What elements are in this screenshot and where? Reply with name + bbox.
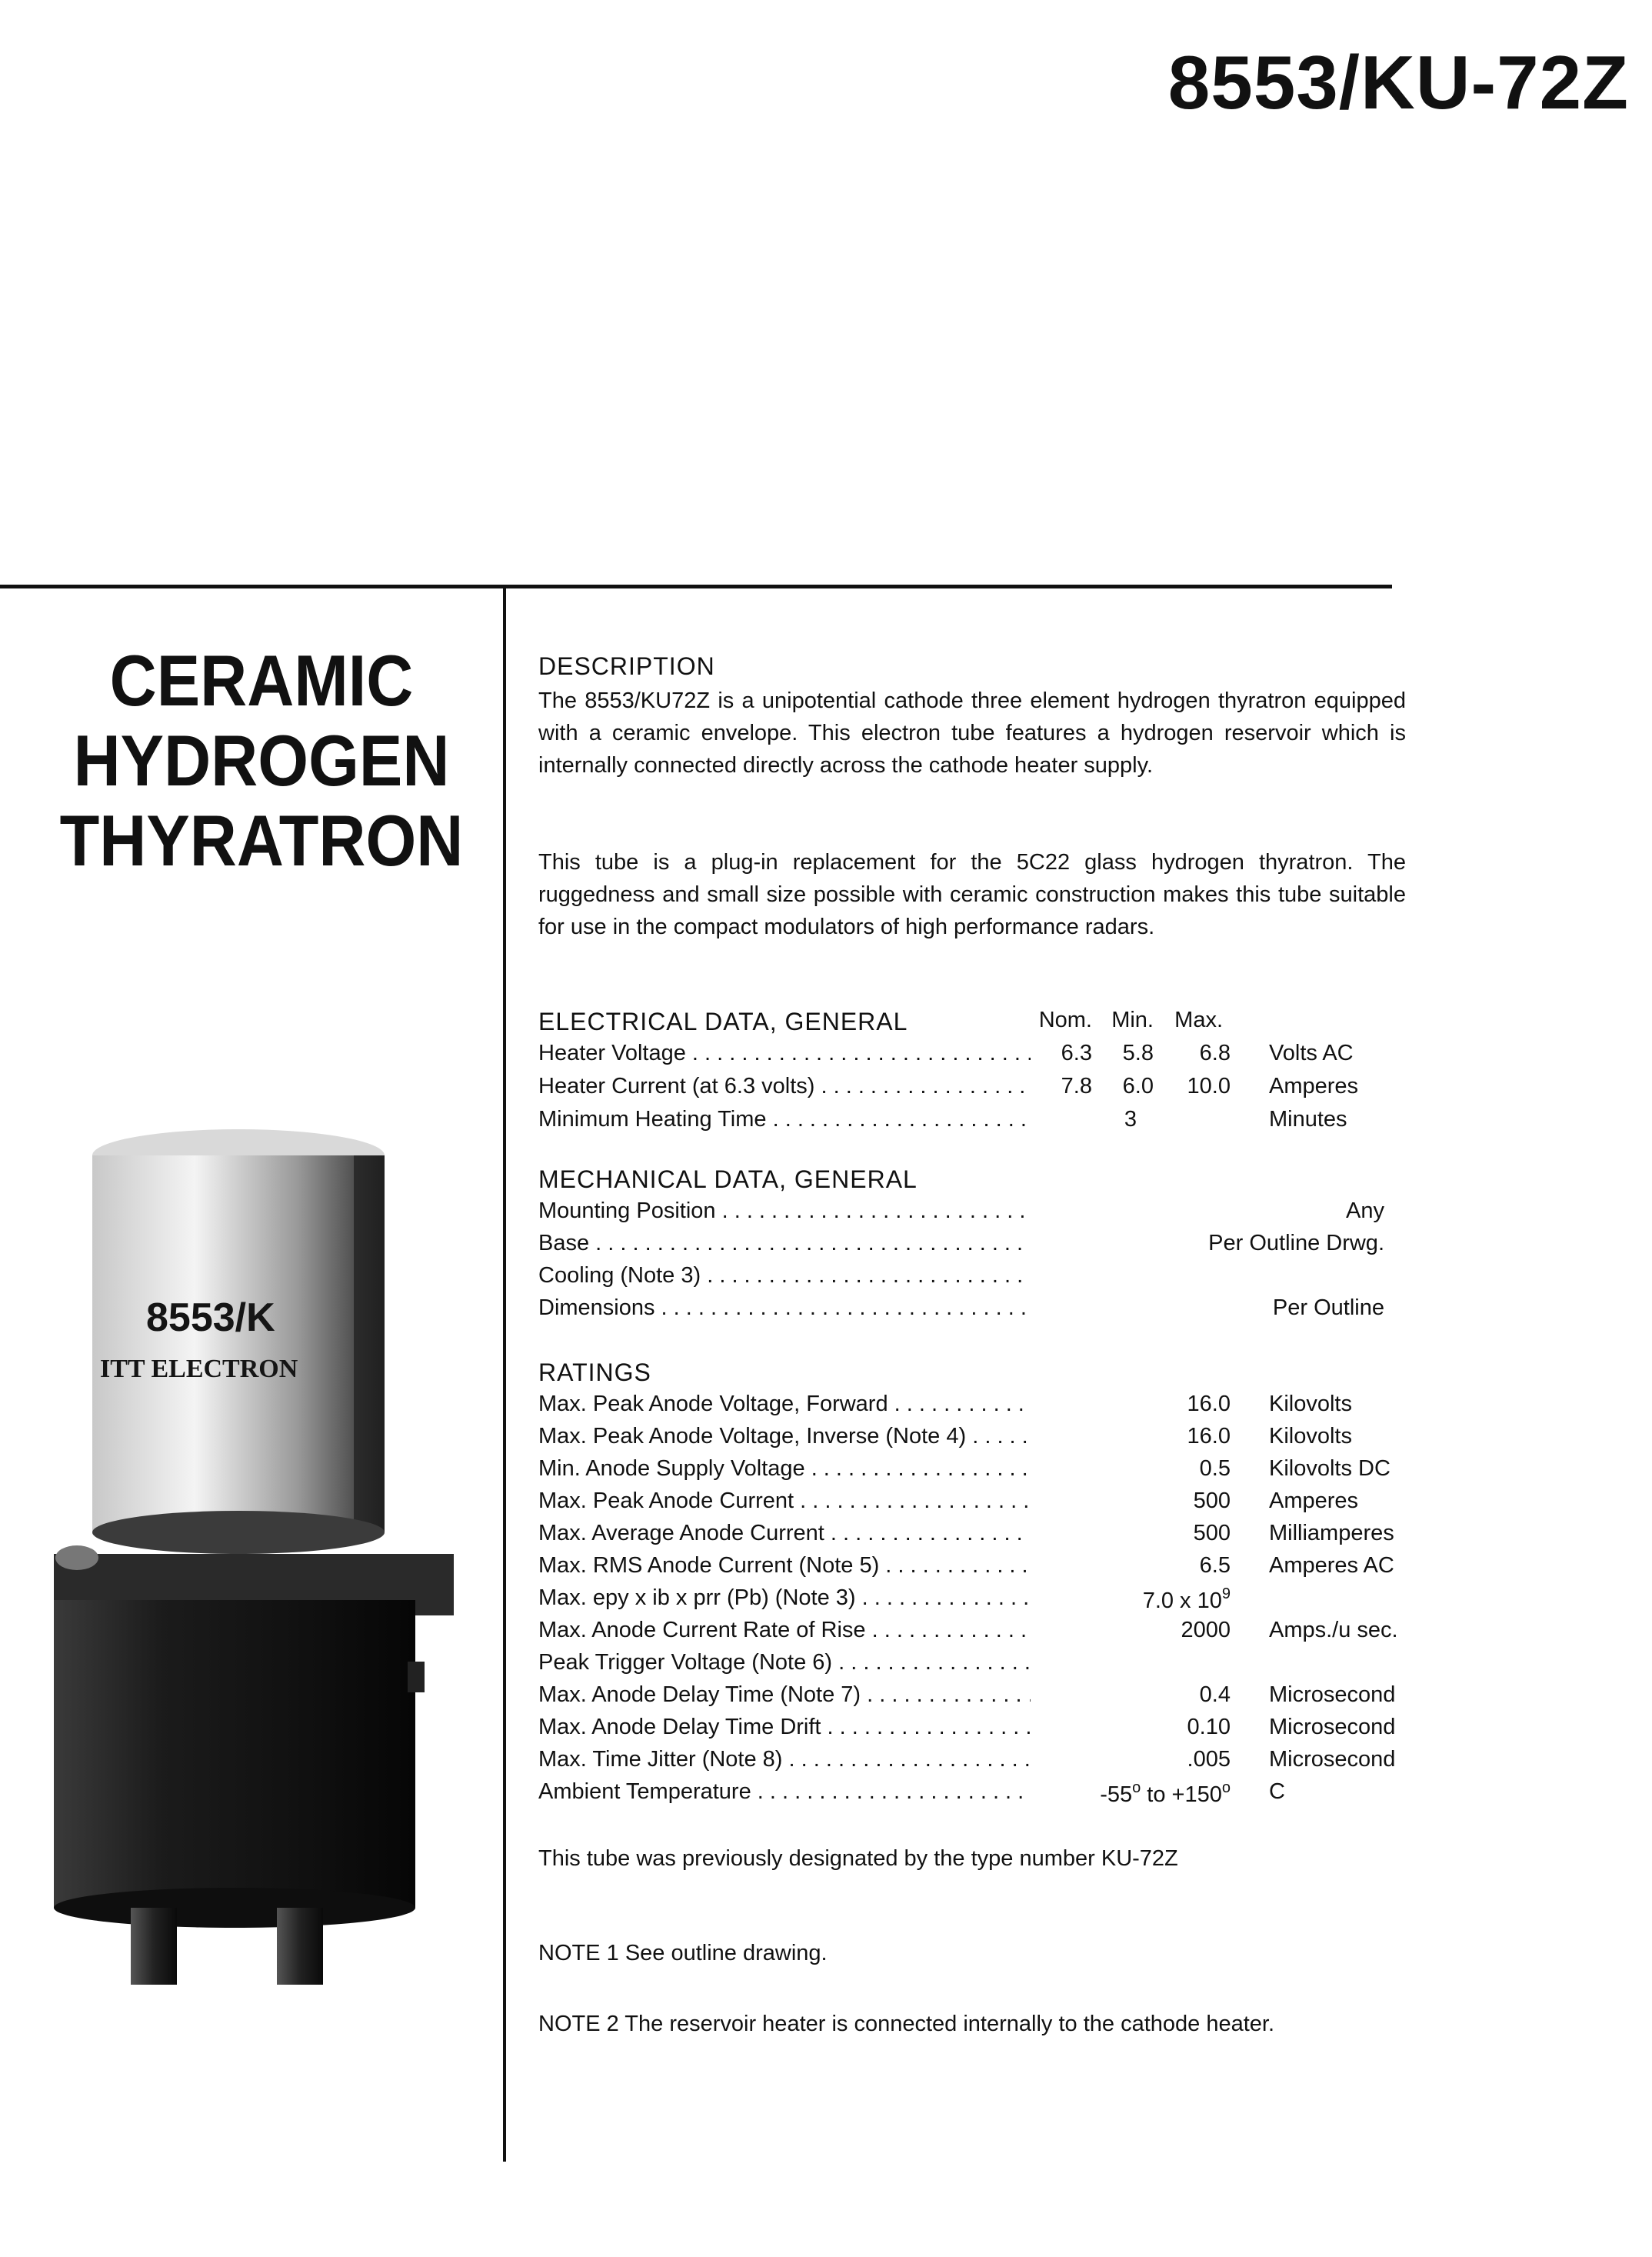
mechanical-row: [538, 1231, 1431, 1263]
rating-row: [538, 1715, 1431, 1747]
rating-unit: Amperes: [1269, 1489, 1359, 1513]
mechanical-row: [538, 1199, 1431, 1231]
max-value: 6.8: [1199, 1041, 1231, 1065]
electrical-label: Minimum Heating Time . . .: [538, 1107, 1031, 1132]
heading-line-3: THYRATRON: [59, 800, 464, 881]
mechanical-label: Cooling (Note 3) . . .: [538, 1263, 1031, 1289]
description-paragraph-1: The 8553/KU72Z is a unipotential cathode three element hydrogen thyratron equipped with a ceramic envelope. This electron tube features a hydrogen reservoir which is internally connected directly across the cathode heater supply.: [538, 688, 1406, 778]
rating-value: 2000: [1181, 1618, 1231, 1642]
rating-unit: Kilovolts DC: [1269, 1456, 1391, 1481]
electrical-label: Heater Voltage . . .: [538, 1041, 1031, 1066]
electrical-row: [538, 1107, 1431, 1139]
rating-value: 6.5: [1199, 1553, 1231, 1578]
nom-value: 7.8: [1061, 1074, 1092, 1098]
rating-row: [538, 1747, 1431, 1779]
mechanical-value: Per Outline Drwg.: [1208, 1231, 1384, 1255]
rating-row: [538, 1553, 1431, 1585]
rating-label: Max. Anode Delay Time Drift . . .: [538, 1715, 1031, 1740]
unit: Minutes: [1269, 1107, 1347, 1132]
mechanical-title: MECHANICAL DATA, GENERAL: [538, 1165, 918, 1193]
tube-print-model: 8553/K: [146, 1295, 275, 1340]
ratings-title: RATINGS: [538, 1359, 651, 1386]
unit: Volts AC: [1269, 1041, 1354, 1065]
rating-row: [538, 1521, 1431, 1553]
rating-row: [538, 1618, 1431, 1650]
rating-label: Ambient Temperature . . .: [538, 1779, 1031, 1805]
rating-value: 0.10: [1187, 1715, 1231, 1739]
rating-unit: Microsecond: [1269, 1715, 1396, 1739]
rating-unit: C: [1269, 1779, 1285, 1804]
pb-mantissa: 7.0 x 10: [1142, 1589, 1222, 1613]
horizontal-rule: [0, 585, 1392, 588]
max-value: 10.0: [1187, 1074, 1231, 1098]
rating-row: [538, 1682, 1431, 1715]
temp-high: +150: [1171, 1782, 1222, 1807]
degree-mark: o: [1221, 1779, 1231, 1796]
rating-value: 500: [1193, 1521, 1231, 1545]
rating-unit: Amperes AC: [1269, 1553, 1394, 1578]
rating-label: Max. RMS Anode Current (Note 5) . . .: [538, 1553, 1031, 1579]
rating-value: 500: [1193, 1489, 1231, 1513]
column-min: Min.: [1111, 1008, 1154, 1032]
rating-value: .005: [1187, 1747, 1231, 1772]
rating-row: [538, 1392, 1431, 1424]
rating-label: Max. Peak Anode Voltage, Inverse (Note 4) . . .: [538, 1424, 1031, 1449]
rating-unit: Milliamperes: [1269, 1521, 1394, 1545]
rating-row: [538, 1585, 1431, 1618]
min-value: 6.0: [1122, 1074, 1154, 1098]
min-value: 3: [1124, 1107, 1137, 1132]
rating-row: [538, 1650, 1431, 1682]
rating-label: Min. Anode Supply Voltage . . .: [538, 1456, 1031, 1482]
note-1-text: See outline drawing.: [624, 1941, 828, 1965]
ambient-temp-range: [1000, 1779, 1231, 1808]
column-nom: Nom.: [1038, 1008, 1092, 1032]
product-heading: [54, 640, 469, 885]
model-number-title: 8553/KU-72Z: [1167, 40, 1629, 125]
tube-print-maker: ITT ELECTRON: [100, 1355, 298, 1383]
mechanical-row: [538, 1263, 1431, 1295]
electrical-label: Heater Current (at 6.3 volts) . . .: [538, 1074, 1031, 1099]
rating-value: 16.0: [1187, 1392, 1231, 1416]
thyratron-tube-photo: [54, 1123, 454, 1985]
rating-label: Max. epy x ib x prr (Pb) (Note 3) . . .: [538, 1585, 1031, 1611]
vertical-rule: [503, 585, 506, 2162]
note-1: [538, 1937, 1400, 1969]
rating-label: Max. Peak Anode Voltage, Forward . . .: [538, 1392, 1031, 1417]
rating-unit: Kilovolts: [1269, 1424, 1352, 1449]
temp-to: to: [1147, 1782, 1166, 1807]
rating-label: Peak Trigger Voltage (Note 6) . . .: [538, 1650, 1031, 1675]
min-value: 5.8: [1122, 1041, 1154, 1065]
mechanical-value: Any: [1346, 1199, 1384, 1223]
description-title: DESCRIPTION: [538, 652, 715, 680]
mechanical-label: Mounting Position . . .: [538, 1199, 1031, 1224]
heading-line-1: CERAMIC: [109, 640, 414, 721]
rating-value: [1000, 1585, 1231, 1614]
rating-row: [538, 1779, 1431, 1812]
electrical-title: ELECTRICAL DATA, GENERAL: [538, 1008, 908, 1035]
rating-value: 0.5: [1199, 1456, 1231, 1481]
note-1-label: NOTE 1: [538, 1941, 619, 1965]
degree-mark: o: [1132, 1779, 1141, 1796]
electrical-header-row: [538, 1008, 1431, 1040]
rating-label: Max. Anode Current Rate of Rise . . .: [538, 1618, 1031, 1643]
note-2: [538, 2008, 1400, 2040]
unit: Amperes: [1269, 1074, 1359, 1098]
rating-row: [538, 1489, 1431, 1521]
mechanical-label: Base . . .: [538, 1231, 1031, 1256]
rating-unit: Amps./u sec.: [1269, 1618, 1398, 1642]
note-2-text: The reservoir heater is connected internally to the cathode heater.: [624, 2012, 1275, 2036]
rating-label: Max. Average Anode Current . . .: [538, 1521, 1031, 1546]
rating-unit: Microsecond: [1269, 1682, 1396, 1707]
column-max: Max.: [1174, 1008, 1223, 1032]
rating-unit: Microsecond: [1269, 1747, 1396, 1772]
description-paragraph-2: This tube is a plug-in replacement for the 5C22 glass hydrogen thyratron. The ruggedness and small size possible with ceramic construction makes this tube suitable for use in the compact modulators of high performance radars.: [538, 850, 1406, 939]
mechanical-label: Dimensions . . .: [538, 1295, 1031, 1321]
pb-exponent: 9: [1221, 1585, 1231, 1602]
electrical-row: [538, 1074, 1431, 1106]
rating-label: Max. Anode Delay Time (Note 7) . . .: [538, 1682, 1031, 1708]
mechanical-row: [538, 1295, 1431, 1328]
heading-line-2: HYDROGEN: [73, 720, 450, 801]
previous-designation: This tube was previously designated by the type number KU-72Z: [538, 1846, 1178, 1871]
nom-value: 6.3: [1061, 1041, 1092, 1065]
rating-value: 0.4: [1199, 1682, 1231, 1707]
rating-label: Max. Peak Anode Current . . .: [538, 1489, 1031, 1514]
rating-unit: Kilovolts: [1269, 1392, 1352, 1416]
note-2-label: NOTE 2: [538, 2012, 619, 2036]
temp-low: -55: [1100, 1782, 1133, 1807]
rating-value: 16.0: [1187, 1424, 1231, 1449]
rating-label: Max. Time Jitter (Note 8) . . .: [538, 1747, 1031, 1772]
rating-row: [538, 1424, 1431, 1456]
mechanical-value: Per Outline: [1272, 1295, 1384, 1320]
electrical-row: [538, 1041, 1431, 1073]
rating-row: [538, 1456, 1431, 1489]
